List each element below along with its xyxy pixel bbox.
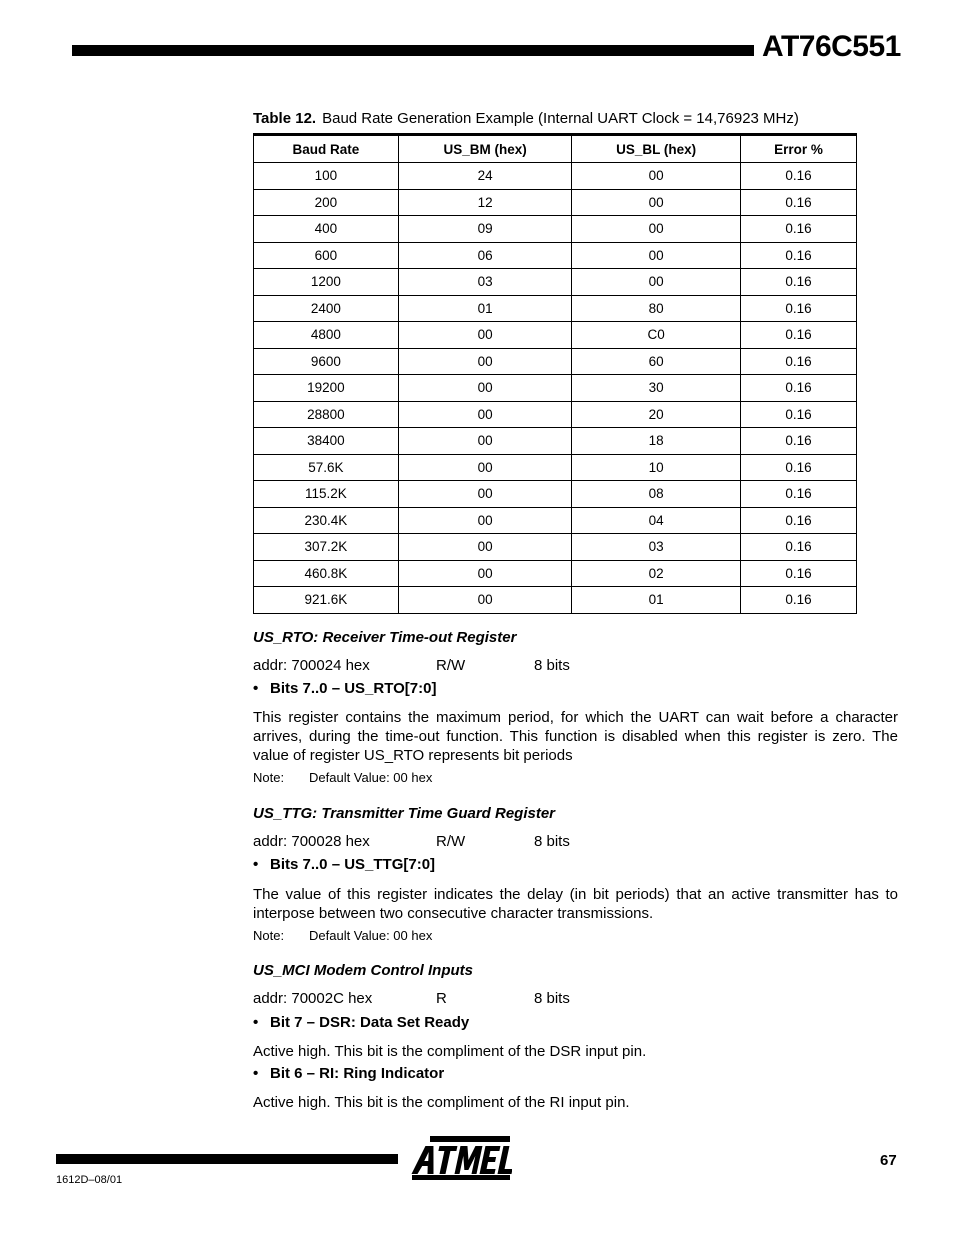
rto-address: addr: 700024 hex xyxy=(253,657,370,674)
table-cell: 00 xyxy=(398,587,572,614)
table-cell: 200 xyxy=(254,189,399,216)
table-cell: 0.16 xyxy=(740,481,856,508)
table-row xyxy=(254,163,857,190)
rto-bits: 8 bits xyxy=(534,657,570,674)
table-cell: 0.16 xyxy=(740,269,856,296)
rto-address-row xyxy=(253,657,570,674)
table-cell: 00 xyxy=(572,269,741,296)
table-cell: 00 xyxy=(572,189,741,216)
table-cell: 00 xyxy=(398,534,572,561)
table-cell: 921.6K xyxy=(254,587,399,614)
column-header: US_BL (hex) xyxy=(572,135,741,163)
table-cell: 2400 xyxy=(254,295,399,322)
table-cell: 460.8K xyxy=(254,560,399,587)
table-cell: 230.4K xyxy=(254,507,399,534)
ttg-section-title: US_TTG: Transmitter Time Guard Register xyxy=(253,805,556,822)
table-cell: 0.16 xyxy=(740,189,856,216)
mci-ri-description: Active high. This bit is the compliment of the RI input pin. xyxy=(253,1094,630,1111)
ttg-bullet xyxy=(253,856,435,873)
ttg-bits: 8 bits xyxy=(534,833,570,850)
note-label: Note: xyxy=(253,928,285,943)
table-cell: 9600 xyxy=(254,348,399,375)
table-cell: 03 xyxy=(398,269,572,296)
table-cell: 00 xyxy=(398,322,572,349)
header-rule xyxy=(72,45,754,56)
table-cell: 00 xyxy=(572,163,741,190)
table-cell: C0 xyxy=(572,322,741,349)
table-cell: 80 xyxy=(572,295,741,322)
table-cell: 00 xyxy=(572,242,741,269)
table-row xyxy=(254,587,857,614)
table-cell: 57.6K xyxy=(254,454,399,481)
table-cell: 0.16 xyxy=(740,242,856,269)
table-row xyxy=(254,534,857,561)
rto-description: This register contains the maximum period, for which the UART can wait before a character arrives, during the time-out function. This function is disabled when this register is zero. The value of register US_RTO represents bit periods xyxy=(253,709,898,764)
rto-section-title: US_RTO: Receiver Time-out Register xyxy=(253,629,517,646)
mci-bullet-dsr-text: Bit 7 – DSR: Data Set Ready xyxy=(270,1014,470,1031)
table-row xyxy=(254,560,857,587)
table-cell: 28800 xyxy=(254,401,399,428)
table-cell: 00 xyxy=(398,428,572,455)
table-cell: 00 xyxy=(572,216,741,243)
rto-bullet xyxy=(253,680,436,697)
table-cell: 06 xyxy=(398,242,572,269)
table-cell: 00 xyxy=(398,481,572,508)
table-cell: 400 xyxy=(254,216,399,243)
mci-bullet-dsr xyxy=(253,1014,469,1031)
table-cell: 0.16 xyxy=(740,163,856,190)
table-cell: 01 xyxy=(398,295,572,322)
table-cell: 18 xyxy=(572,428,741,455)
table-cell: 24 xyxy=(398,163,572,190)
table-cell: 20 xyxy=(572,401,741,428)
table-cell: 0.16 xyxy=(740,216,856,243)
mci-access: R xyxy=(436,990,447,1007)
table-cell: 00 xyxy=(398,375,572,402)
rto-note xyxy=(253,770,432,785)
table-cell: 30 xyxy=(572,375,741,402)
table-cell: 4800 xyxy=(254,322,399,349)
column-header: Error % xyxy=(740,135,856,163)
table-cell: 0.16 xyxy=(740,322,856,349)
mci-address-row xyxy=(253,990,570,1007)
column-header: Baud Rate xyxy=(254,135,399,163)
table-cell: 04 xyxy=(572,507,741,534)
document-code: 1612D–08/01 xyxy=(56,1174,123,1186)
table-cell: 12 xyxy=(398,189,572,216)
table-row xyxy=(254,322,857,349)
table-cell: 1200 xyxy=(254,269,399,296)
table-cell: 0.16 xyxy=(740,534,856,561)
table-cell: 08 xyxy=(572,481,741,508)
bullet-icon: • xyxy=(253,1014,259,1031)
rto-access: R/W xyxy=(436,657,466,674)
footer-rule xyxy=(56,1154,398,1164)
document-title: AT76C551 xyxy=(762,30,901,63)
mci-section-title: US_MCI Modem Control Inputs xyxy=(253,962,473,979)
table-row xyxy=(254,481,857,508)
table-cell: 0.16 xyxy=(740,375,856,402)
table-cell: 115.2K xyxy=(254,481,399,508)
ttg-access: R/W xyxy=(436,833,466,850)
table-cell: 02 xyxy=(572,560,741,587)
table-row xyxy=(254,295,857,322)
mci-dsr-description: Active high. This bit is the compliment of the DSR input pin. xyxy=(253,1043,647,1060)
table-cell: 00 xyxy=(398,348,572,375)
table-cell: 600 xyxy=(254,242,399,269)
table-cell: 307.2K xyxy=(254,534,399,561)
table-row xyxy=(254,242,857,269)
rto-bullet-text: Bits 7..0 – US_RTO[7:0] xyxy=(270,680,437,697)
atmel-logo-icon xyxy=(408,1134,512,1184)
ttg-note xyxy=(253,928,432,943)
table-row xyxy=(254,189,857,216)
mci-bullet-ri-text: Bit 6 – RI: Ring Indicator xyxy=(270,1065,445,1082)
note-label: Note: xyxy=(253,770,285,785)
table-cell: 0.16 xyxy=(740,560,856,587)
table-cell: 00 xyxy=(398,454,572,481)
bullet-icon: • xyxy=(253,680,259,697)
table-caption xyxy=(253,110,799,127)
table-cell: 01 xyxy=(572,587,741,614)
table-cell: 00 xyxy=(398,560,572,587)
table-cell: 38400 xyxy=(254,428,399,455)
ttg-address: addr: 700028 hex xyxy=(253,833,370,850)
table-header-row xyxy=(254,135,857,163)
mci-bullet-ri xyxy=(253,1065,444,1082)
table-cell: 03 xyxy=(572,534,741,561)
table-row xyxy=(254,216,857,243)
table-row xyxy=(254,269,857,296)
note-text: Default Value: 00 hex xyxy=(309,928,433,943)
table-cell: 0.16 xyxy=(740,348,856,375)
table-cell: 0.16 xyxy=(740,428,856,455)
table-row xyxy=(254,507,857,534)
ttg-bullet-text: Bits 7..0 – US_TTG[7:0] xyxy=(270,856,436,873)
table-cell: 60 xyxy=(572,348,741,375)
bullet-icon: • xyxy=(253,856,259,873)
table-row xyxy=(254,454,857,481)
table-cell: 19200 xyxy=(254,375,399,402)
ttg-description: The value of this register indicates the delay (in bit periods) that an active transmitter has to interpose between two consecutive character transmissions. xyxy=(253,886,898,922)
table-row xyxy=(254,428,857,455)
table-cell: 0.16 xyxy=(740,401,856,428)
column-header: US_BM (hex) xyxy=(398,135,572,163)
baud-rate-table xyxy=(253,133,857,614)
table-cell: 0.16 xyxy=(740,507,856,534)
table-cell: 0.16 xyxy=(740,454,856,481)
table-cell: 100 xyxy=(254,163,399,190)
page-number: 67 xyxy=(880,1152,897,1169)
table-row xyxy=(254,348,857,375)
ttg-address-row xyxy=(253,833,570,850)
table-cell: 00 xyxy=(398,401,572,428)
table-row xyxy=(254,401,857,428)
mci-address: addr: 70002C hex xyxy=(253,990,373,1007)
note-text: Default Value: 00 hex xyxy=(309,770,433,785)
bullet-icon: • xyxy=(253,1065,259,1082)
table-caption-text: Baud Rate Generation Example (Internal UART Clock = 14,76923 MHz) xyxy=(322,110,799,127)
table-caption-label: Table 12. xyxy=(253,110,317,127)
table-cell: 00 xyxy=(398,507,572,534)
table-cell: 10 xyxy=(572,454,741,481)
mci-bits: 8 bits xyxy=(534,990,570,1007)
table-cell: 0.16 xyxy=(740,295,856,322)
table-cell: 09 xyxy=(398,216,572,243)
table-cell: 0.16 xyxy=(740,587,856,614)
table-row xyxy=(254,375,857,402)
